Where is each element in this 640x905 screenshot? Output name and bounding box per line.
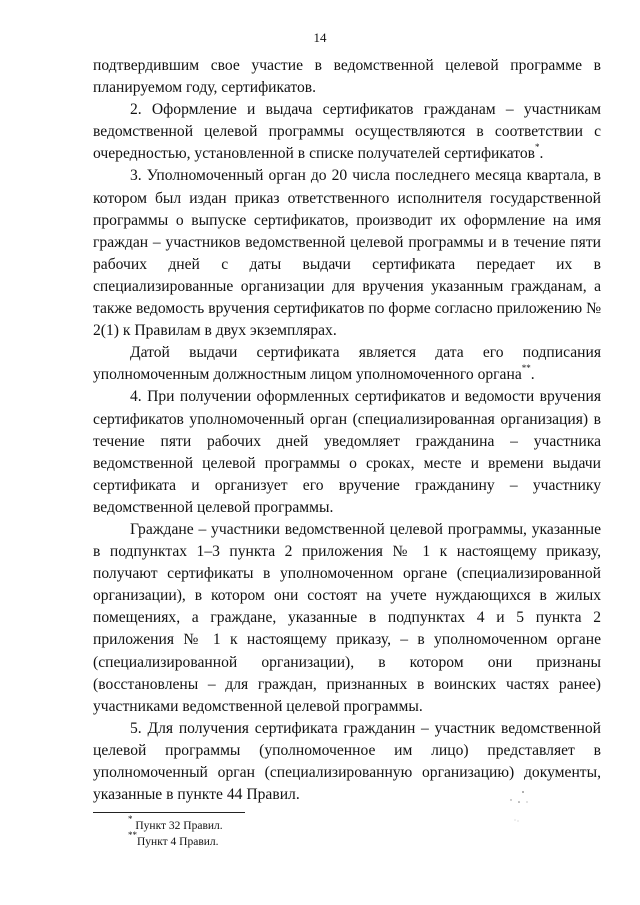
paragraph-text: Граждане – участники ведомственной целевой программы, указанные в подпунктах 1–3 пункта 2 приложения № 1 к настоящему приказу, получают сертификаты в уполномоченном органе (специализированной организации), в котором они состоят на учете нуждающихся в жилых помещениях, а граждане, указанные в подпунктах 4 и 5 пункта 2 приложения № 1 к настоящему приказу, – в уполномоченном органе (специализированной организации), в котором они признаны (восстановлены – для граждан, признанных в воинских частях ранее) участниками ведомственной целевой программы.: [93, 520, 601, 715]
document-body: [93, 55, 601, 806]
paragraph-text: 2. Оформление и выдача сертификатов гражданам – участникам ведомственной целевой программы осуществляются в соответствии с очередностью, установленной в списке получателей сертификатов: [93, 101, 601, 163]
paragraph-text: Датой выдачи сертификата является дата его подписания уполномоченным должностным лицом уполномоченного органа: [93, 344, 601, 384]
scan-noise-icon: [505, 790, 545, 830]
paragraph-ending: .: [530, 366, 535, 384]
paragraph-text: подтвердившим свое участие в ведомственной целевой программе в планируемом году, сертификатов.: [93, 57, 601, 97]
footnote-divider: [93, 812, 245, 813]
paragraph-item-3: [93, 165, 601, 342]
footnote-item: [128, 814, 428, 834]
paragraph-ending: .: [539, 145, 544, 163]
paragraph-issue-date: [93, 342, 601, 386]
footnote-text: Пункт 32 Правил.: [132, 820, 223, 832]
paragraph-text: 3. Уполномоченный орган до 20 числа последнего месяца квартала, в котором был издан приказ ответственного исполнителя государственной программы о выпуске сертификатов, производит их оформление на имя граждан – участников ведомственной целевой программы и в течение пяти рабочих дней с даты выдачи сертификата передает их в специализированные организации для вручения указанным гражданам, а также ведомость вручения сертификатов по форме согласно приложению № 2(1) к Правилам в двух экземплярах.: [93, 167, 601, 340]
paragraph-continuation: [93, 55, 601, 99]
paragraph-item-4: [93, 386, 601, 519]
paragraph-item-2: [93, 99, 601, 165]
footnote-marker: **: [521, 363, 531, 374]
paragraph-citizens: [93, 519, 601, 718]
footnotes: [128, 814, 428, 850]
footnote-mark: **: [128, 830, 137, 841]
paragraph-text: 5. Для получения сертификата гражданин – участник ведомственной целевой программы (уполномоченное им лицо) представляет в уполномоченный орган (специализированную организацию) документы, указанные в пункте 44 Правил.: [93, 719, 601, 804]
footnote-text: Пункт 4 Правил.: [137, 836, 219, 848]
page-number: 14: [313, 30, 327, 45]
footnote-mark: *: [128, 814, 133, 825]
footnote-marker: *: [535, 142, 540, 153]
paragraph-text: 4. При получении оформленных сертификатов и ведомости вручения сертификатов уполномоченный орган (специализированная организация) в течение пяти рабочих дней уведомляет гражданина – участника ведомственной целевой программы о сроках, месте и времени выдачи сертификата и организует его вручение гражданину – участнику ведомственной целевой программы.: [93, 388, 601, 516]
scan-specks: [505, 790, 545, 830]
footnote-item: [128, 830, 428, 850]
